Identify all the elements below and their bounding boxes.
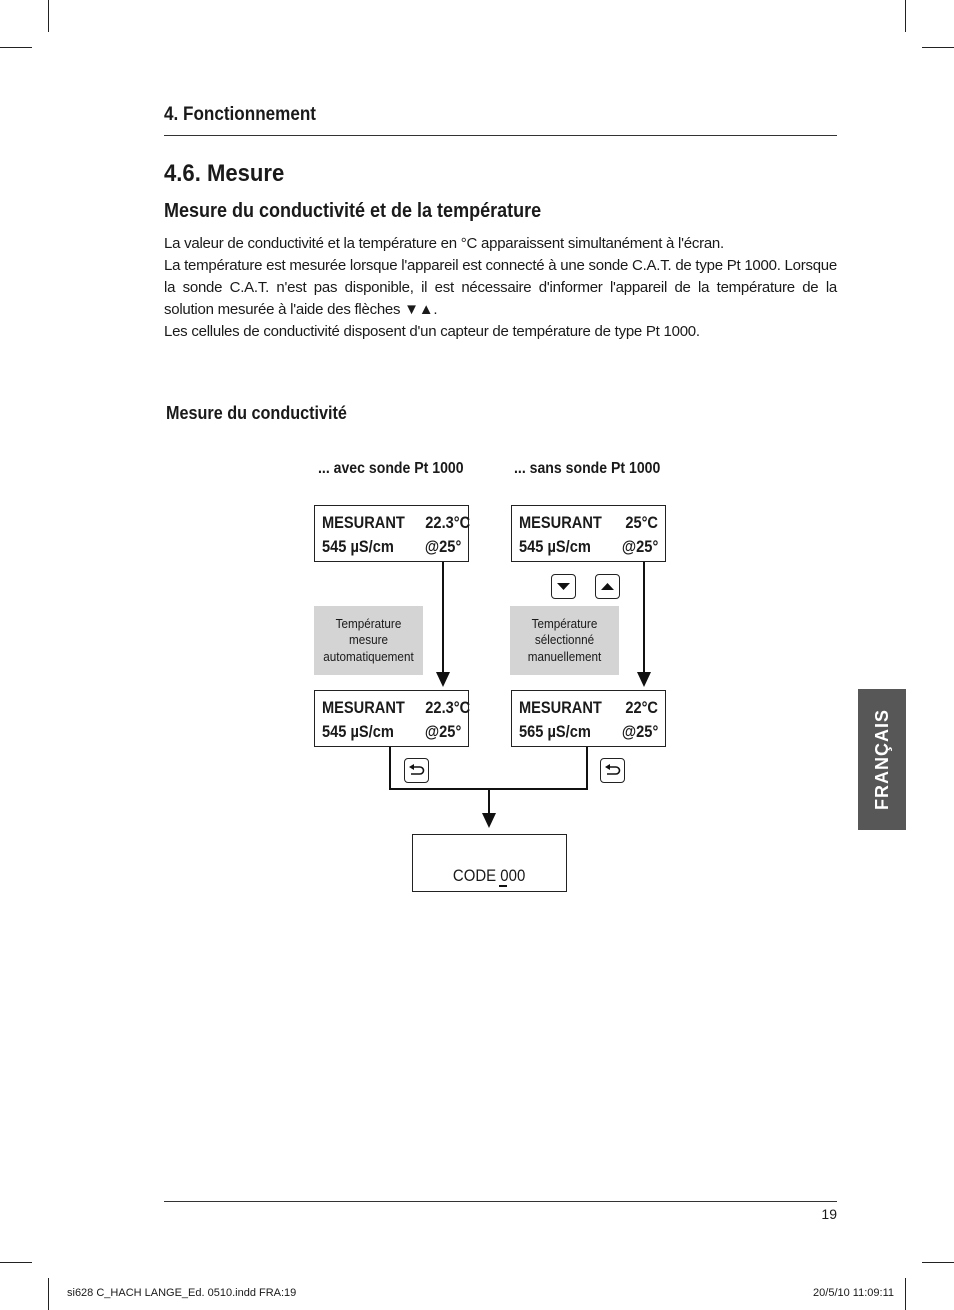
lcd-status: MESURANT — [322, 698, 405, 717]
paragraph: La température est mesurée lorsque l'appareil est connecté à une sonde C.A.T. de type Pt 1000. Lorsque la sonde C.A.T. n'est pas disponible, il est nécessaire d'informer l'appareil de la température de la solution mesurée à l'aide des flèches ▼▲. — [164, 257, 837, 318]
lcd-reference-temp: @25° — [621, 537, 658, 556]
note-text: Température mesure automatiquement — [323, 615, 414, 664]
lcd-conductivity: 565 µS/cm — [519, 722, 591, 741]
right-column-label: ... sans sonde Pt 1000 — [514, 460, 661, 477]
page-title: 4.6. Mesure — [164, 160, 285, 187]
page-number: 19 — [821, 1206, 837, 1222]
note-text: Température sélectionné manuellement — [527, 615, 602, 664]
lcd-display-right-top — [511, 505, 666, 562]
left-column-label: ... avec sonde Pt 1000 — [318, 460, 464, 477]
lcd-display-code — [412, 834, 567, 892]
lcd-display-right-bottom — [511, 690, 666, 747]
lcd-reference-temp: @25° — [424, 537, 461, 556]
cursor-underline — [499, 885, 507, 887]
paragraph: La valeur de conductivité et la température en °C apparaissent simultanément à l'écran. — [164, 235, 724, 252]
lcd-temperature: 22.3°C — [425, 513, 471, 532]
lcd-status: MESURANT — [322, 513, 405, 532]
note-auto-temperature — [314, 606, 423, 675]
language-tab-label: FRANÇAIS — [871, 709, 892, 810]
lcd-conductivity: 545 µS/cm — [519, 537, 591, 556]
footer-file-info: si628 C_HACH LANGE_Ed. 0510.indd FRA:19 — [67, 1287, 297, 1299]
paragraph: Les cellules de conductivité disposent d'un capteur de température de type Pt 1000. — [164, 323, 700, 340]
arrow-down-key-icon — [551, 574, 576, 599]
footer-rule — [164, 1201, 837, 1202]
lcd-status: MESURANT — [519, 698, 602, 717]
note-manual-temperature — [510, 606, 619, 675]
lcd-conductivity: 545 µS/cm — [322, 722, 394, 741]
lcd-temperature: 25°C — [625, 513, 658, 532]
return-key-icon — [600, 758, 625, 783]
lcd-status: MESURANT — [519, 513, 602, 532]
arrow-up-key-icon — [595, 574, 620, 599]
lcd-conductivity: 545 µS/cm — [322, 537, 394, 556]
lcd-reference-temp: @25° — [621, 722, 658, 741]
lcd-temperature: 22.3°C — [425, 698, 471, 717]
footer-datetime: 20/5/10 11:09:11 — [813, 1287, 894, 1299]
language-tab — [858, 689, 906, 830]
return-key-icon — [404, 758, 429, 783]
lcd-temperature: 22°C — [625, 698, 658, 717]
section-header: 4. Fonctionnement — [164, 104, 317, 125]
code-text: CODE 000 — [453, 866, 526, 885]
lcd-display-left-bottom — [314, 690, 469, 747]
lcd-display-left-top — [314, 505, 469, 562]
lcd-reference-temp: @25° — [424, 722, 461, 741]
diagram-heading: Mesure du conductivité — [166, 403, 347, 423]
page-subtitle: Mesure du conductivité et de la température — [164, 200, 542, 222]
